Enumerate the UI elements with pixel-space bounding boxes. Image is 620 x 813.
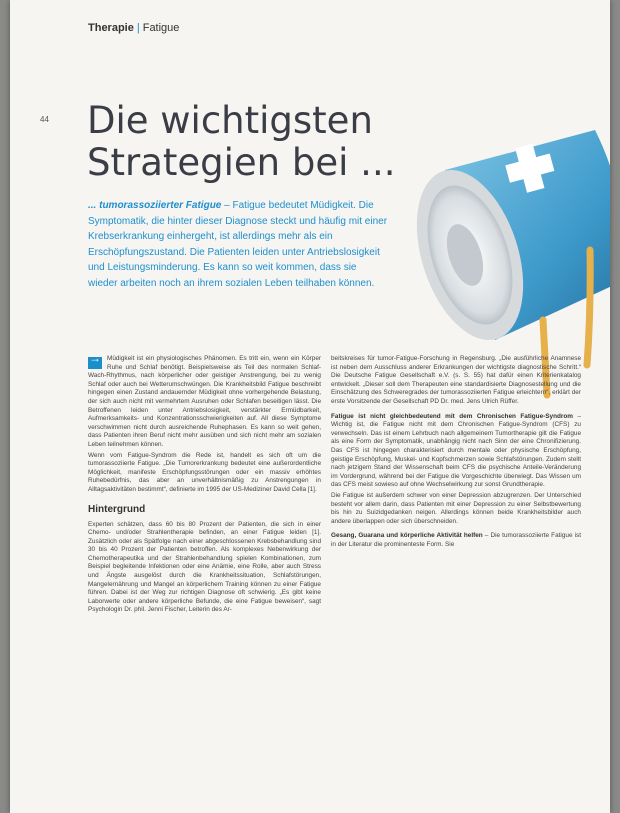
text-column-left xyxy=(88,355,321,617)
paragraph: Die Fatigue ist außerdem schwer von einer Depression abzugrenzen. Der Unterschied besteht vor allem darin, dass Patienten mit einer Depression zu einer Selbstbewertung bis hin zu Suizidgedanken neigen. Allerdings können beide Krankheitsbilder auch andere überlappen oder sich überschneiden. xyxy=(331,491,581,525)
intro-text: – Fatigue bedeutet Müdigkeit. Die Symptomatik, die hinter dieser Diagnose steckt und häufig mit einer Krebserkrankung einhergeht, ist allerdings mehr als ein Erschöpfungszustand. Die Patienten leiden unter Antriebslosigkeit und Leistungsminderung. Es kann so weit kommen, dass sie wieder arbeiten noch an ihrem sozialen Leben teilhaben können. xyxy=(88,200,388,289)
paragraph xyxy=(88,355,321,450)
page-number: 44 xyxy=(40,115,49,124)
subheading-hintergrund: Hintergrund xyxy=(88,503,146,515)
header-separator: | xyxy=(136,22,140,34)
intro-paragraph xyxy=(88,198,388,292)
paragraph-text: – Wichtig ist, die Fatigue nicht mit dem Chronischen Fatigue-Syndrom (CFS) zu verwechseln. Das ist einem Lehrbuch nach allgemeinem Tumortherapie gilt die Fatigue als eine Form der Symptomatik, unabhängig nicht nach Sinn der eine Chronifizierung. Das CFS ist hingegen charakterisiert durch mentale oder physische Erschöpfung, geistige Erschöpfung, Muskel- und Kopfschmerzen sowie Schlafstörungen. Zudem stellt nach jetzigem Stand der Wissenschaft beim CFS die psychische Anteile-Veränderung im Vordergrund, während bei der Fatigue die Vorgeschichte überwiegt. Das Wissen um das CFS meist sowieso auf ohne Wechselwirkung zur sonst Grundtherapie. xyxy=(331,412,581,489)
paragraph-text: – Die tumorassoziierte Fatigue ist in der Literatur die prominenteste Form. Sie xyxy=(331,532,581,548)
bold-lead-cfs: Fatigue ist nicht gleichbedeutend mit dem Chronischen Fatigue-Syndrom xyxy=(331,412,573,420)
page-title xyxy=(87,100,417,184)
paragraph: Wenn vom Fatigue-Syndrom die Rede ist, handelt es sich oft um die tumorassoziierte Fatigue. „Die Tumorerkrankung bedeutet eine außerordentliche Möglichkeit, manifeste Erschöpfungsstörungen oder ein massiv erhöhtes Ruhebedürfnis, das aber an unverhältnismäßig zu Anstrengungen in Alltagsaktivitäten bestimmt“, definierte im 1995 der US-Mediziner David Cella [1]. xyxy=(88,451,321,493)
magazine-page xyxy=(10,0,610,813)
paragraph xyxy=(331,413,581,490)
text-column-right xyxy=(331,355,581,551)
section-label: Therapie xyxy=(88,22,134,34)
paragraph: beitskreises für tumor-Fatigue-Forschung in Regensburg. „Die ausführliche Anamnese ist neben dem Ausschluss anderer Erkrankungen der wichtigste diagnostische Schritt.“ Die Deutsche Fatigue Gesellschaft e.V. (s. S. 55) hat dafür einen Kriterienkatalog entwickelt. „Dieser soll dem Therapeuten eine standardisierte Diagnosestellung und die Einschätzung des Schweregrades der tumorassoziierten Fatigue erleichtern“, erklärt der erste Vorsitzende der Gesellschaft PD Dr. med. Jens Ulrich Rüffer. xyxy=(331,355,581,405)
paragraph: Experten schätzen, dass 60 bis 80 Prozent der Patienten, die sich in einer Chemo- und/oder Strahlentherapie befinden, an einer Fatigue leiden [1]. Zusätzlich oder als Spätfolge nach einer abgeschlossenen Krebsbehandlung sind 30 bis 40 Prozent der Patienten betroffen. Als komplexes Nebenwirkung der Chemotherapeutika und der Strahlenbehandlung spielen Kombinationen, zum Beispiel begleitende Infektionen oder eine Anämie, eine Rolle, aber auch Stress und Ängste ausgelöst durch die Krankheitssituation, Schlafstörungen, Mangelernährung und Mangel an körperlichem Training können zu einer Fatigue führen. Dabei ist der Weg zur richtigen Diagnose oft schwierig. „Es gibt keine Laborwerte oder andere körperliche Befunde, die eine Fatigue beweisen“, sagt Psychologin Dr. phil. Jenni Fischer, Leiterin des Ar- xyxy=(88,520,321,614)
section-header xyxy=(88,22,179,34)
title-line-2: Strategien bei ... xyxy=(87,141,396,184)
arrow-right-icon xyxy=(88,357,102,369)
topic-label: Fatigue xyxy=(142,22,180,34)
paragraph-text: Müdigkeit ist ein physiologisches Phänomen. Es tritt ein, wenn ein Körper Ruhe und Schlaf benötigt. Beispielsweise als Teil des normalen Schlaf-Wach-Rhythmus, nach körperlicher oder geistiger Anstrengung, bei zu wenig Schlaf oder auch bei Wetterumschwüngen. Die Krankheitsbild Fatigue beschreibt hingegen einen Zustand andauernder Müdigkeit ohne vorhergehende Belastung, der sich auch nicht mit vermehrtem Ausruhen oder Schlafen beseitigen lässt. Die Betroffenen leiden unter Antriebslosigkeit, verstärkter Ermüdbarkeit, Aufmerksamkeits- und Konzentrationsschwierigkeiten auf. All diese Symptome verschwimmen nicht durch ausreichende Ruhephasen. Es kann so weit gehen, dass Patienten ihren Beruf nicht mehr ausüben und sich nicht mehr am sozialen Leben teilnehmen können. xyxy=(88,355,321,448)
intro-lead: ... tumorassoziierter Fatigue xyxy=(88,200,222,211)
title-line-1: Die wichtigsten xyxy=(87,99,373,142)
bold-lead-gesang: Gesang, Guarana und körperliche Aktivität helfen xyxy=(331,532,483,540)
paragraph xyxy=(331,532,581,549)
